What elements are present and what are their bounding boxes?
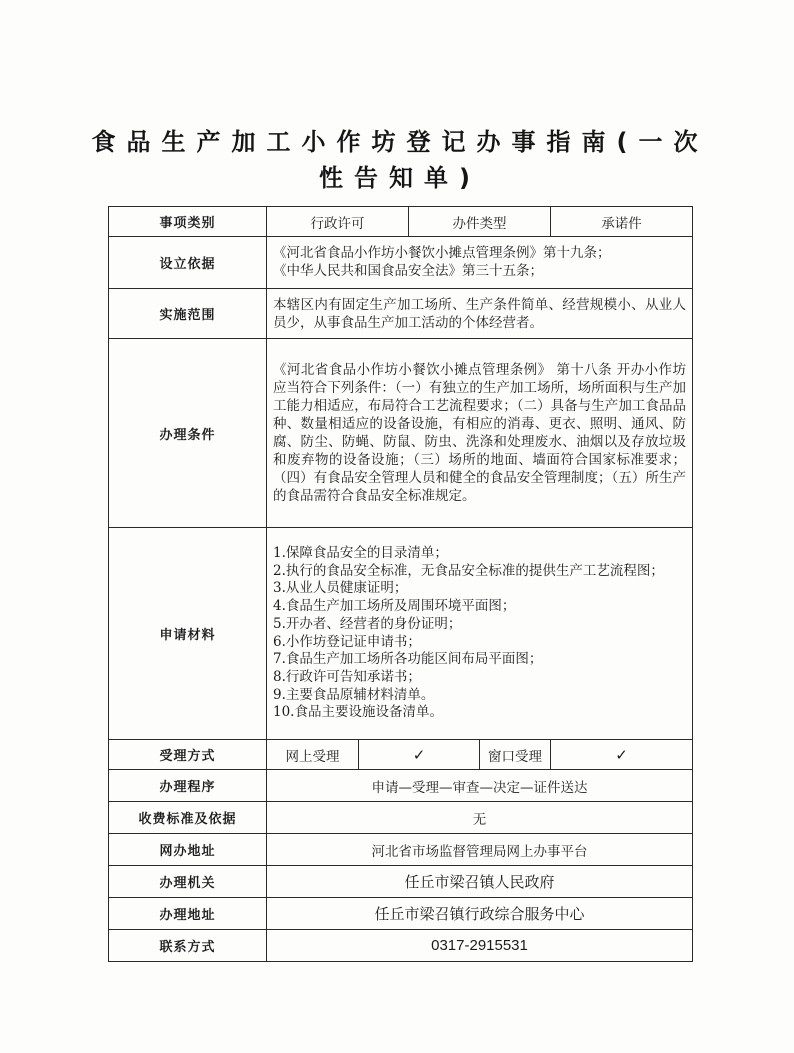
row-website bbox=[109, 834, 693, 866]
materials-label: 申请材料 bbox=[109, 528, 267, 740]
row-address bbox=[109, 898, 693, 930]
material-item: 1.保障食品安全的目录清单； bbox=[273, 544, 448, 561]
basis-line: 《中华人民共和国食品安全法》第三十五条； bbox=[273, 262, 543, 279]
material-item: 6.小作坊登记证申请书； bbox=[273, 633, 421, 650]
window-acceptance: 窗口受理 bbox=[480, 740, 551, 770]
material-item: 7.食品生产加工场所各功能区间布局平面图； bbox=[273, 651, 543, 668]
row-procedure bbox=[109, 770, 693, 802]
fee-value: 无 bbox=[267, 802, 693, 834]
guide-table bbox=[108, 206, 693, 962]
contact-value: 0317-2915531 bbox=[267, 930, 693, 962]
scope-text: 本辖区内有固定生产加工场所、生产条件简单、经营规模小、从业人员少，从事食品生产加工活动的个体经营者。 bbox=[267, 289, 693, 339]
category-label: 事项类别 bbox=[109, 207, 267, 237]
fee-label: 收费标准及依据 bbox=[109, 802, 267, 834]
material-item: 4.食品生产加工场所及周围环境平面图； bbox=[273, 598, 516, 615]
material-item: 2.执行的食品安全标准，无食品安全标准的提供生产工艺流程图； bbox=[273, 562, 664, 579]
material-item: 5.开办者、经营者的身份证明； bbox=[273, 615, 462, 632]
address-value: 任丘市梁召镇行政综合服务中心 bbox=[267, 898, 693, 930]
row-category bbox=[109, 207, 693, 237]
row-conditions bbox=[109, 339, 693, 528]
conditions-label: 办理条件 bbox=[109, 339, 267, 528]
website-label: 网办地址 bbox=[109, 834, 267, 866]
scope-label: 实施范围 bbox=[109, 289, 267, 339]
case-type-value: 承诺件 bbox=[551, 207, 693, 237]
material-item: 9.主要食品原辅材料清单。 bbox=[273, 686, 435, 703]
row-materials bbox=[109, 528, 693, 740]
acceptance-label: 受理方式 bbox=[109, 740, 267, 770]
online-acceptance: 网上受理 bbox=[267, 740, 359, 770]
row-fee bbox=[109, 802, 693, 834]
website-value: 河北省市场监督管理局网上办事平台 bbox=[267, 834, 693, 866]
row-acceptance bbox=[109, 740, 693, 770]
materials-list bbox=[267, 528, 693, 740]
agency-value: 任丘市梁召镇人民政府 bbox=[267, 866, 693, 898]
basis-content bbox=[267, 237, 693, 289]
page-title: 食品生产加工小作坊登记办事指南(一次性告知单) bbox=[91, 128, 709, 192]
material-item: 3.从业人员健康证明； bbox=[273, 580, 408, 597]
row-agency bbox=[109, 866, 693, 898]
category-value: 行政许可 bbox=[267, 207, 409, 237]
row-basis bbox=[109, 237, 693, 289]
material-item: 10.食品主要设施设备清单。 bbox=[273, 704, 443, 721]
window-check-mark: ✓ bbox=[551, 740, 693, 770]
procedure-label: 办理程序 bbox=[109, 770, 267, 802]
procedure-value: 申请—受理—审查—决定—证件送达 bbox=[267, 770, 693, 802]
row-contact bbox=[109, 930, 693, 962]
row-scope bbox=[109, 289, 693, 339]
basis-label: 设立依据 bbox=[109, 237, 267, 289]
contact-label: 联系方式 bbox=[109, 930, 267, 962]
basis-line: 《河北省食品小作坊小餐饮小摊点管理条例》第十九条； bbox=[273, 244, 611, 261]
conditions-text: 《河北省食品小作坊小餐饮小摊点管理条例》 第十八条 开办小作坊应当符合下列条件：（一）有独立的生产加工场所，场所面积与生产加工能力相适应，布局符合工艺流程要求；（二）具备与生产加工食品品种、数量相适应的设备设施，有相应的消毒、更衣、照明、通风、防腐、防尘、防蝇、防鼠、防虫、洗涤和处理废水、油烟以及存放垃圾和废弃物的设备设施；（三）场所的地面、墙面符合国家标准要求；（四）有食品安全管理人员和健全的食品安全管理制度；（五）所生产的食品需符合食品安全标准规定。 bbox=[267, 339, 693, 528]
material-item: 8.行政许可告知承诺书； bbox=[273, 668, 421, 685]
online-check-mark: ✓ bbox=[359, 740, 480, 770]
case-type-label: 办件类型 bbox=[409, 207, 551, 237]
agency-label: 办理机关 bbox=[109, 866, 267, 898]
address-label: 办理地址 bbox=[109, 898, 267, 930]
